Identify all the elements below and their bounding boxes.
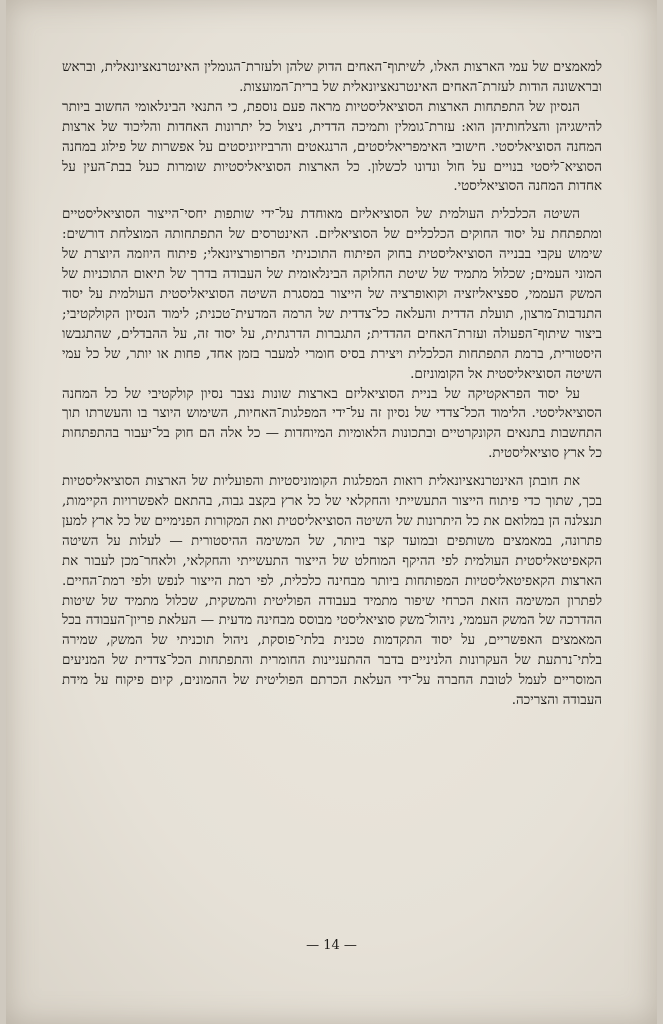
paragraph-2: הנסיון של התפתחות הארצות הסוציאליסטיות מראה פעם נוספת, כי התנאי הבינלאומי החשוב ביותר להישגיהן והצלחותיהן הוא: עזרת־גומלין ותמיכה הדדית, ניצול כל יתרונות האחדות והליכוד של ארצות המחנה הסוציאליסטי. חישובי האימפריאליסטים, הרנגאטים והרביזיוניסטים על אפשרות של פילוג במחנה הסוציא־ליסטי בנויים על חול ונדונו לכשלון. כל הארצות הסוציאליסטיות שומרות כעל בבת־העין על אחדות המחנה הסוציאליסטי. xyxy=(62,99,602,195)
paragraph-1: למאמצים של עמי הארצות האלו, לשיתוף־האחים הדוק שלהן ולעזרת־הגומלין האינטרנאציונאלית, ובראש ובראשונה הודות לעזרת־האחים האינטרנאציונאלית של ברית־המועצות. xyxy=(62,60,602,95)
page-number: — 14 — xyxy=(306,938,357,953)
paragraph-3: השיטה הכלכלית העולמית של הסוציאליזם מאוחדת על־ידי שותפות יחסי־הייצור הסוציאליסטיים ומתפתחת על יסוד החוקים הכלכליים של הסוציאליזם. האינטרסים של התפתחותה המוצלחת דורשים: שימוש עקבי בבנייה הסוציאליסטית בחוק הפיתוח התוכניתי הפרופורציונאלי; פיתוח היוזמה היוצרת של המוני העמים; שכלול מתמיד של שיטת החלוקה הבינלאומית של העבודה בדרך של תיאום התוכניות של המשק העממי, ספציאליזציה וקואופרציה של הייצור במסגרת השיטה הסוציאליסטית העולמית על יסוד התנדבות־מרצון, תועלת הדדית והעלאה כל־צדדית של הרמה המדעית־טכנית; לימוד הנסיון הקולקטיבי; ביצור שיתוף־הפעולה ועזרת־האחים ההדדית; התגברות הדרגתית, על יסוד זה, על ההבדלים, שהתגבשו היסטורית, ברמת התפתחות הכלכלית ויצירת בסיס חומרי למעבר בזמן אחד, פחות או יותר, של כל עמי השיטה הסוציאליסטית אל הקומוניזם. xyxy=(62,207,602,382)
paragraph-4: על יסוד הפראקטיקה של בניית הסוציאליזם בארצות שונות נצבר נסיון קולקטיבי של כל המחנה הסוציאליסטי. הלימוד הכל־צדדי של נסיון זה על־ידי המפלגות־האחיות, השימוש היוצר בו והעשרתו תוך התחשבות בתנאים הקונקרטיים ובתכונות הלאומיות המיוחדות — כל אלה הם חוק בל־יעבור בהתפתחות כל ארץ סוציאליסטית. xyxy=(62,386,602,462)
body-text xyxy=(62,58,602,711)
paragraph-5: את חובתן האינטרנאציונאלית רואות המפלגות הקומוניסטיות והפועליות של הארצות הסוציאליסטיות בכך, שתוך כדי פיתוח הייצור התעשייתי והחקלאי של כל ארץ בקצב גבוה, בהתאם לאפשרויות הקיימות, תנצלנה הן במלואם את כל היתרונות של השיטה הסוציאליסטית ואת המקורות הפנימיים של כל ארץ למען פתרונה, במאמצים משותפים ובמועד קצר ביותר, של המשימה ההיסטורית — לעלות על השיטה הקאפיטאליסטית העולמית לפי ההיקף המוחלט של הייצור התעשייתי והחקלאי, ולאחר־מכן לעבור את הארצות הקאפיטאליסטיות המפותחות ביותר מבחינה כלכלית, לפי רמת הייצור לנפש ולפי רמת־החיים. לפתרון המשימה הזאת הכרחי שיפור מתמיד בעבודה הפוליטית והמשקית, שכלול מתמיד של שיטות ההדרכה של המשק העממי, ניהול־משק סוציאליסטי מבוסס מבחינה מדעית — העלאת פריון־העבודה בכל המאמצים האפשריים, על יסוד התקדמות טכנית בלתי־פוסקת, ניהול תוכניתי של המשק, שמירה בלתי־נרתעת של העקרונות הלניניים בדבר ההתעניינות החומרית והתפתחות הכל־צדדית של המניעים המוסריים לעמל לטובת החברה על־ידי העלאת הכרתם הפוליטית של ההמונים, קיום פיקוח על מידת העבודה והצריכה. xyxy=(62,474,602,709)
